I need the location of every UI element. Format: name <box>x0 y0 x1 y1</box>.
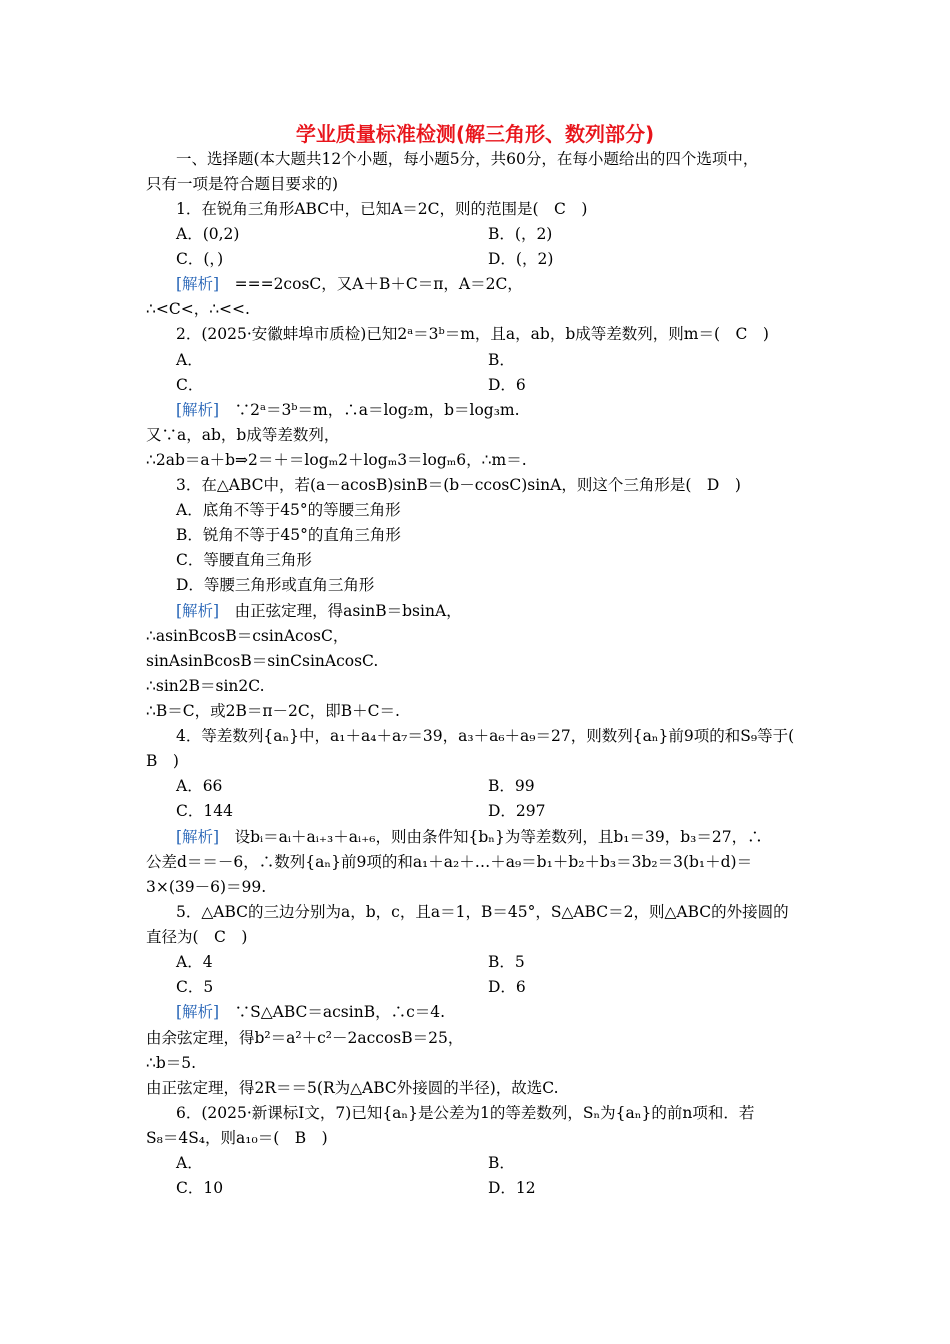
q6-stem-cont: S₈＝4S₄，则a₁₀＝( B ) <box>146 1129 328 1147</box>
q3-option-c: C．等腰直角三角形 <box>176 551 312 569</box>
q1-option-a: A．(0,2) <box>176 225 240 243</box>
q2-option-b: B． <box>488 351 515 369</box>
q5-option-a: A．4 <box>176 953 213 971</box>
q5-analysis-line: ∴b＝5. <box>146 1054 197 1072</box>
q3-analysis-line: ∴sin2B＝sin2C. <box>146 677 265 695</box>
q2-option-d: D．6 <box>488 376 526 394</box>
q4-option-c: C．144 <box>176 802 233 820</box>
analysis-tag: [解析] <box>176 828 220 846</box>
page-title: 学业质量标准检测(解三角形、数列部分) <box>295 122 655 146</box>
q2-analysis-line: ∴2ab＝a＋b⇒2＝＋＝logₘ2＋logₘ3＝logₘ6，∴m＝. <box>146 451 527 469</box>
q5-analysis-line: 由正弦定理，得2R＝＝5(R为△ABC外接圆的半径)，故选C. <box>146 1079 559 1097</box>
q5-analysis-line: 由余弦定理，得b²＝a²＋c²－2accosB＝25， <box>146 1029 464 1047</box>
q6-option-c: C．10 <box>176 1179 224 1197</box>
q4-analysis-line: 公差d＝＝－6，∴数列{aₙ}前9项的和a₁＋a₂＋…＋a₉＝b₁＋b₂＋b₃＝3b₂＝3(b₁＋d)＝ <box>146 853 753 871</box>
q2-option-c: C． <box>176 376 204 394</box>
q6-option-a: A． <box>176 1154 203 1172</box>
q2-analysis: [解析] ∵2ᵃ＝3ᵇ＝m，∴a＝log₂m，b＝log₃m. <box>176 401 520 419</box>
q4-analysis-line: 3×(39－6)＝99. <box>146 878 267 896</box>
q1-option-c: C．(，) <box>176 250 224 268</box>
analysis-tag: [解析] <box>176 1003 220 1021</box>
q1-option-b: B．(，2) <box>488 225 553 243</box>
analysis-tag: [解析] <box>176 275 220 293</box>
q5-option-d: D．6 <box>488 978 526 996</box>
q2-option-a: A． <box>176 351 203 369</box>
q2-stem: 2．(2025·安徽蚌埠市质检)已知2ᵃ＝3ᵇ＝m，且a，ab，b成等差数列，则m＝( C ) <box>176 325 769 343</box>
q4-option-b: B．99 <box>488 777 535 795</box>
q1-stem: 1．在锐角三角形ABC中，已知A＝2C，则的范围是( C ) <box>176 200 588 218</box>
q3-option-b: B．锐角不等于45°的直角三角形 <box>176 526 401 544</box>
q3-analysis-line: ∴B＝C，或2B＝π－2C，即B＋C＝. <box>146 702 400 720</box>
section-intro: 一、选择题(本大题共12个小题，每小题5分，共60分，在每小题给出的四个选项中， <box>176 150 759 168</box>
analysis-tag: [解析] <box>176 602 220 620</box>
q1-option-d: D．(，2) <box>488 250 554 268</box>
q5-option-c: C．5 <box>176 978 214 996</box>
q3-stem: 3．在△ABC中，若(a－acosB)sinB＝(b－ccosC)sinA，则这个三角形是( D ) <box>176 476 741 494</box>
q6-option-b: B． <box>488 1154 515 1172</box>
q1-analysis: [解析] ===2cosC，又A＋B＋C＝π，A＝2C， <box>176 275 523 293</box>
q5-analysis: [解析] ∵S△ABC＝acsinB，∴c＝4. <box>176 1003 446 1021</box>
q3-analysis: [解析] 由正弦定理，得asinB＝bsinA， <box>176 602 462 620</box>
section-intro-cont: 只有一项是符合题目要求的) <box>146 175 339 193</box>
q4-stem: 4．等差数列{aₙ}中，a₁＋a₄＋a₇＝39，a₃＋a₆＋a₉＝27，则数列{aₙ}前9项的和S₉等于( <box>176 727 795 745</box>
q3-analysis-line: sinAsinBcosB＝sinCsinAcosC. <box>146 652 379 670</box>
q3-option-a: A．底角不等于45°的等腰三角形 <box>176 501 401 519</box>
q4-analysis: [解析] 设bᵢ＝aᵢ＋aᵢ₊₃＋aᵢ₊₆，则由条件知{bₙ}为等差数列，且b₁＝39，b₃＝27，∴ <box>176 828 763 846</box>
q2-analysis-line: 又∵a，ab，b成等差数列， <box>146 426 340 444</box>
q5-stem: 5．△ABC的三边分别为a，b，c，且a＝1，B＝45°，S△ABC＝2，则△ABC的外接圆的 <box>176 903 789 921</box>
q5-option-b: B．5 <box>488 953 525 971</box>
q3-option-d: D．等腰三角形或直角三角形 <box>176 576 375 594</box>
q4-option-a: A．66 <box>176 777 223 795</box>
q6-stem: 6．(2025·新课标Ⅰ文，7)已知{aₙ}是公差为1的等差数列，Sₙ为{aₙ}的前n项和．若 <box>176 1104 755 1122</box>
q5-stem-cont: 直径为( C ) <box>146 928 248 946</box>
q4-stem-cont: B ) <box>146 752 179 770</box>
q3-analysis-line: ∴asinBcosB＝csinAcosC， <box>146 627 349 645</box>
q6-option-d: D．12 <box>488 1179 536 1197</box>
analysis-tag: [解析] <box>176 401 220 419</box>
q4-option-d: D．297 <box>488 802 546 820</box>
q1-analysis-line: ∴<C<，∴<<. <box>146 300 250 318</box>
